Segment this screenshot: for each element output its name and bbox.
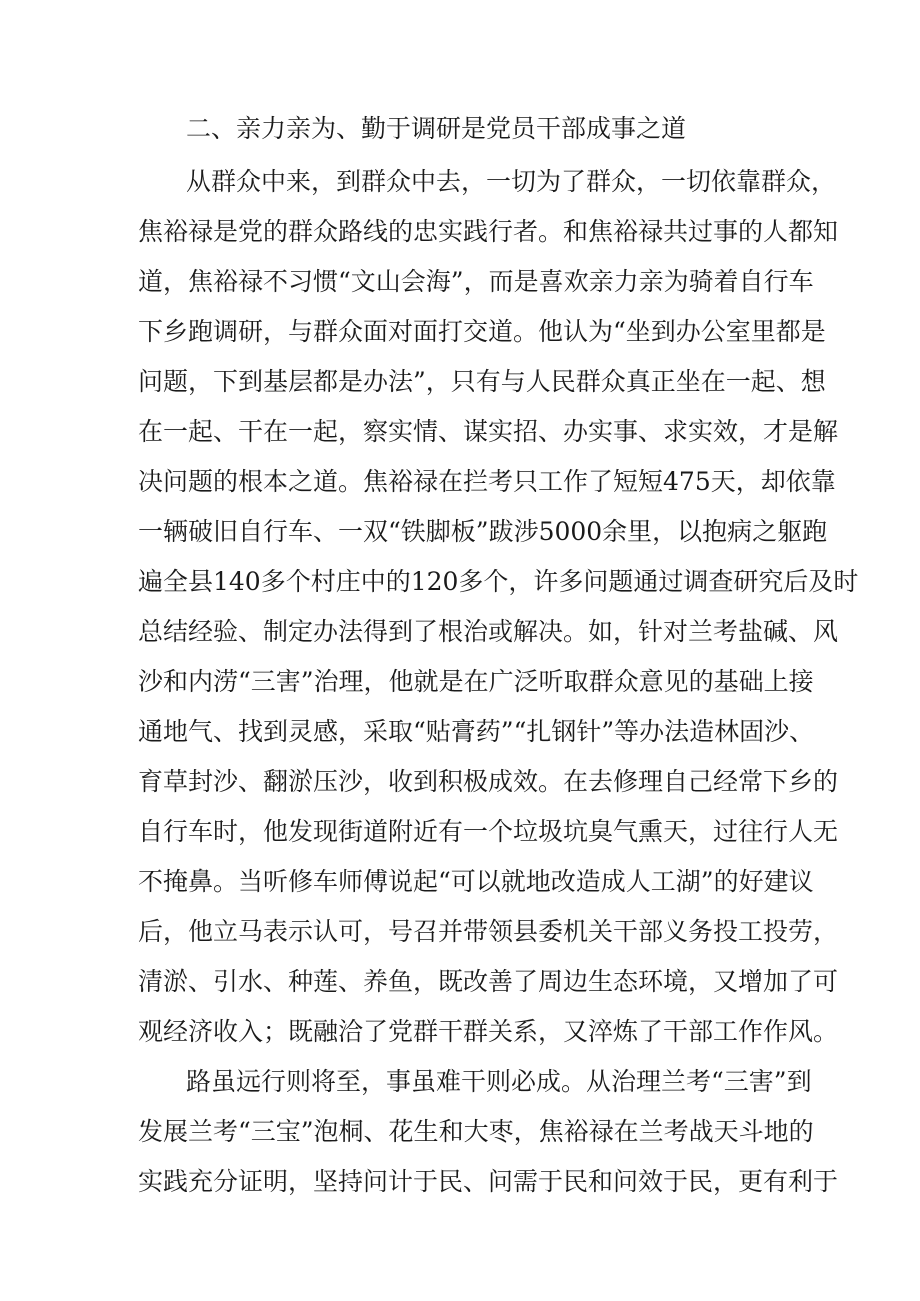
paragraph-line: 清淤、引水、种莲、养鱼，既改善了周边生态环境，又增加了可 bbox=[138, 967, 839, 996]
paragraph-line: 遍全县140多个村庄中的120多个，许多问题通过调查研究后及时 bbox=[138, 567, 859, 596]
paragraph-line: 决问题的根本之道。焦裕禄在拦考只工作了短短475天，却依靠 bbox=[138, 467, 836, 496]
paragraph-line: 下乡跑调研，与群众面对面打交道。他认为“坐到办公室里都是 bbox=[138, 317, 826, 346]
paragraph-line: 不掩鼻。当听修车师傅说起“可以就地改造成人工湖”的好建议 bbox=[138, 867, 814, 896]
paragraph-line: 实践充分证明，坚持问计于民、问需于民和问效于民，更有利于 bbox=[138, 1167, 839, 1196]
paragraph-line: 后，他立马表示认可，号召并带领县委机关干部义务投工投劳， bbox=[138, 917, 839, 946]
paragraph-line: 自行车时，他发现街道附近有一个垃圾坑臭气熏天，过往行人无 bbox=[138, 817, 839, 846]
paragraph-line: 一辆破旧自行车、一双“铁脚板”跋涉5000余里，以抱病之躯跑 bbox=[138, 517, 828, 546]
paragraph-line: 在一起、干在一起，察实情、谋实招、办实事、求实效，才是解 bbox=[138, 417, 839, 446]
paragraph-line: 从群众中来，到群众中去，一切为了群众，一切依靠群众， bbox=[186, 167, 837, 196]
paragraph-line: 问题，下到基层都是办法”，只有与人民群众真正坐在一起、想 bbox=[138, 367, 826, 396]
paragraph-line: 通地气、找到灵感，采取“贴膏药”“扎钢针”等办法造林固沙、 bbox=[138, 717, 815, 746]
paragraph-line: 焦裕禄是党的群众路线的忠实践行者。和焦裕禄共过事的人都知 bbox=[138, 217, 839, 246]
paragraph-line: 道，焦裕禄不习惯“文山会海”，而是喜欢亲力亲为骑着自行车 bbox=[138, 267, 814, 296]
paragraph-line: 沙和内涝“三害”治理，他就是在广泛听取群众意见的基础上接 bbox=[138, 667, 814, 696]
paragraph-line: 总结经验、制定办法得到了根治或解决。如，针对兰考盐碱、风 bbox=[138, 617, 839, 646]
section-heading: 二、亲力亲为、勤于调研是党员干部成事之道 bbox=[186, 114, 687, 143]
paragraph-line: 观经济收入；既融洽了党群干群关系，又淬炼了干部工作作风。 bbox=[138, 1017, 839, 1046]
paragraph-line: 育草封沙、翻淤压沙，收到积极成效。在去修理自己经常下乡的 bbox=[138, 767, 839, 796]
paragraph-line: 路虽远行则将至，事虽难干则必成。从治理兰考“三害”到 bbox=[186, 1067, 812, 1096]
paragraph-line: 发展兰考“三宝”泡桐、花生和大枣，焦裕禄在兰考战天斗地的 bbox=[138, 1117, 814, 1146]
